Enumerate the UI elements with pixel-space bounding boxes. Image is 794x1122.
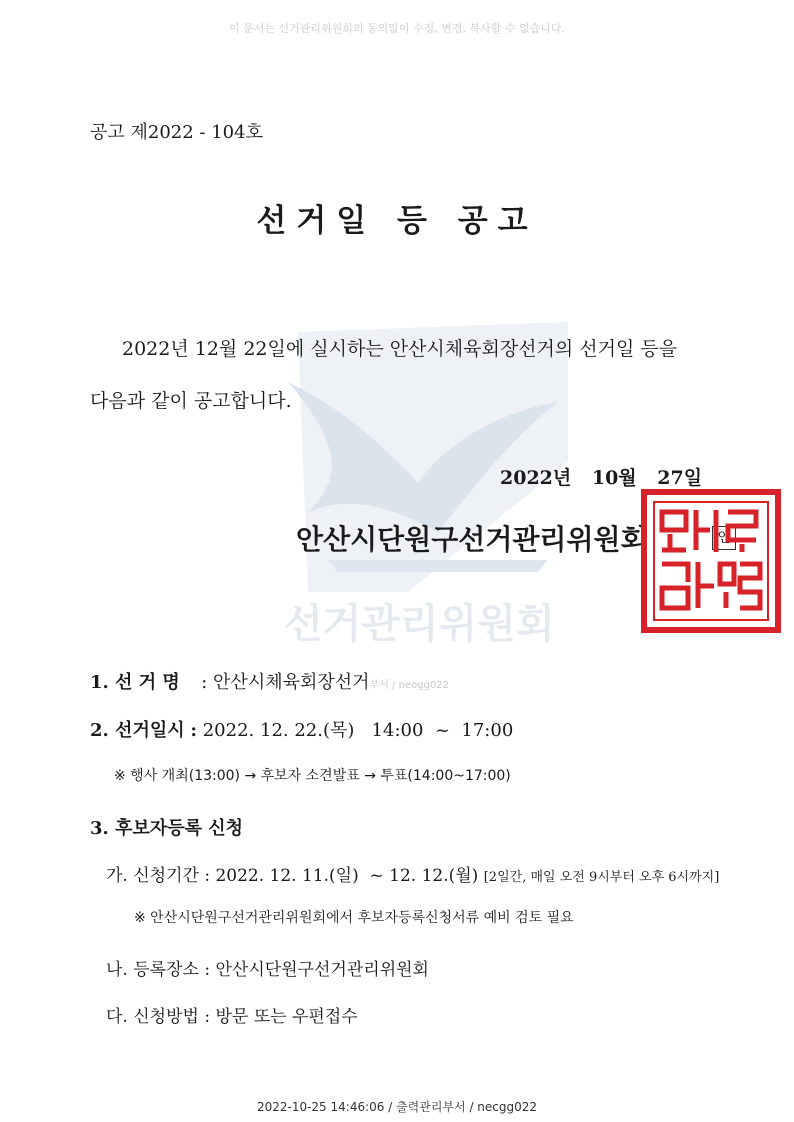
period-value: 2022. 12. 11.(일) ~ 12. 12.(월) [215, 866, 479, 886]
announcement-date: 2022년 10월 27일 [500, 467, 703, 489]
period-note: [2일간, 매일 오전 9시부터 오후 6시까지] [483, 870, 720, 885]
page-title: 선거일 등 공고 [256, 203, 538, 239]
place-value: 안산시단원구선거관리위원회 [215, 960, 429, 980]
header-note: 이 문서는 선거관리위원회의 동의없이 수정, 변경, 복사할 수 없습니다. [229, 22, 565, 35]
item-election-name [90, 668, 449, 694]
period-label: 가. 신청기간 [106, 866, 199, 886]
body-line-2: 다음과 같이 공고합니다. [90, 390, 292, 412]
registration-period: 가. 신청기간 : 2022. 12. 11.(일) ~ 12. 12.(월) [2일간, 매일 오전 9시부터 오후 6시까지] [106, 866, 720, 886]
election-name-label: 1. 선 거 명 [90, 672, 180, 693]
committee-name: 안산시단원구선거관리위원회 [296, 523, 648, 556]
place-label: 나. 등록장소 [106, 960, 199, 980]
election-name-value: 안산시체육회장선거 [213, 672, 370, 693]
registration-label: 3. 후보자등록 신청 [90, 818, 244, 839]
item-election-time [90, 716, 513, 742]
registration-method: 다. 신청방법 : 방문 또는 우편접수 [106, 1007, 358, 1027]
review-note: ※ 안산시단원구선거관리위원회에서 후보자등록신청서류 예비 검토 필요 [134, 910, 574, 926]
election-name-sep: : [201, 672, 208, 693]
footer-print-info: 2022-10-25 14:46:06 / 출력관리부서 / necgg022 [256, 1100, 538, 1114]
notice-number: 공고 제2022 - 104호 [90, 122, 263, 143]
registration-heading [90, 814, 243, 840]
election-time-sep: : [190, 720, 197, 741]
seal-mark: 인 [712, 526, 736, 550]
watermark-text: 선거관리위원회 [284, 601, 555, 647]
election-note: ※ 행사 개최(13:00) → 후보자 소견발표 → 투표(14:00~17:00) [114, 768, 511, 784]
registration-place: 나. 등록장소 : 안산시단원구선거관리위원회 [106, 960, 429, 980]
official-seal-icon [640, 488, 782, 634]
method-label: 다. 신청방법 [106, 1007, 199, 1027]
election-name-tail: 부서 / neogg022 [369, 680, 449, 691]
election-time-label: 2. 선거일시 [90, 720, 185, 741]
method-value: 방문 또는 우편접수 [215, 1007, 358, 1027]
election-time-value: 2022. 12. 22.(목) 14:00 ~ 17:00 [202, 720, 514, 741]
body-line-1: 2022년 12월 22일에 실시하는 안산시체육회장선거의 선거일 등을 [122, 338, 678, 360]
